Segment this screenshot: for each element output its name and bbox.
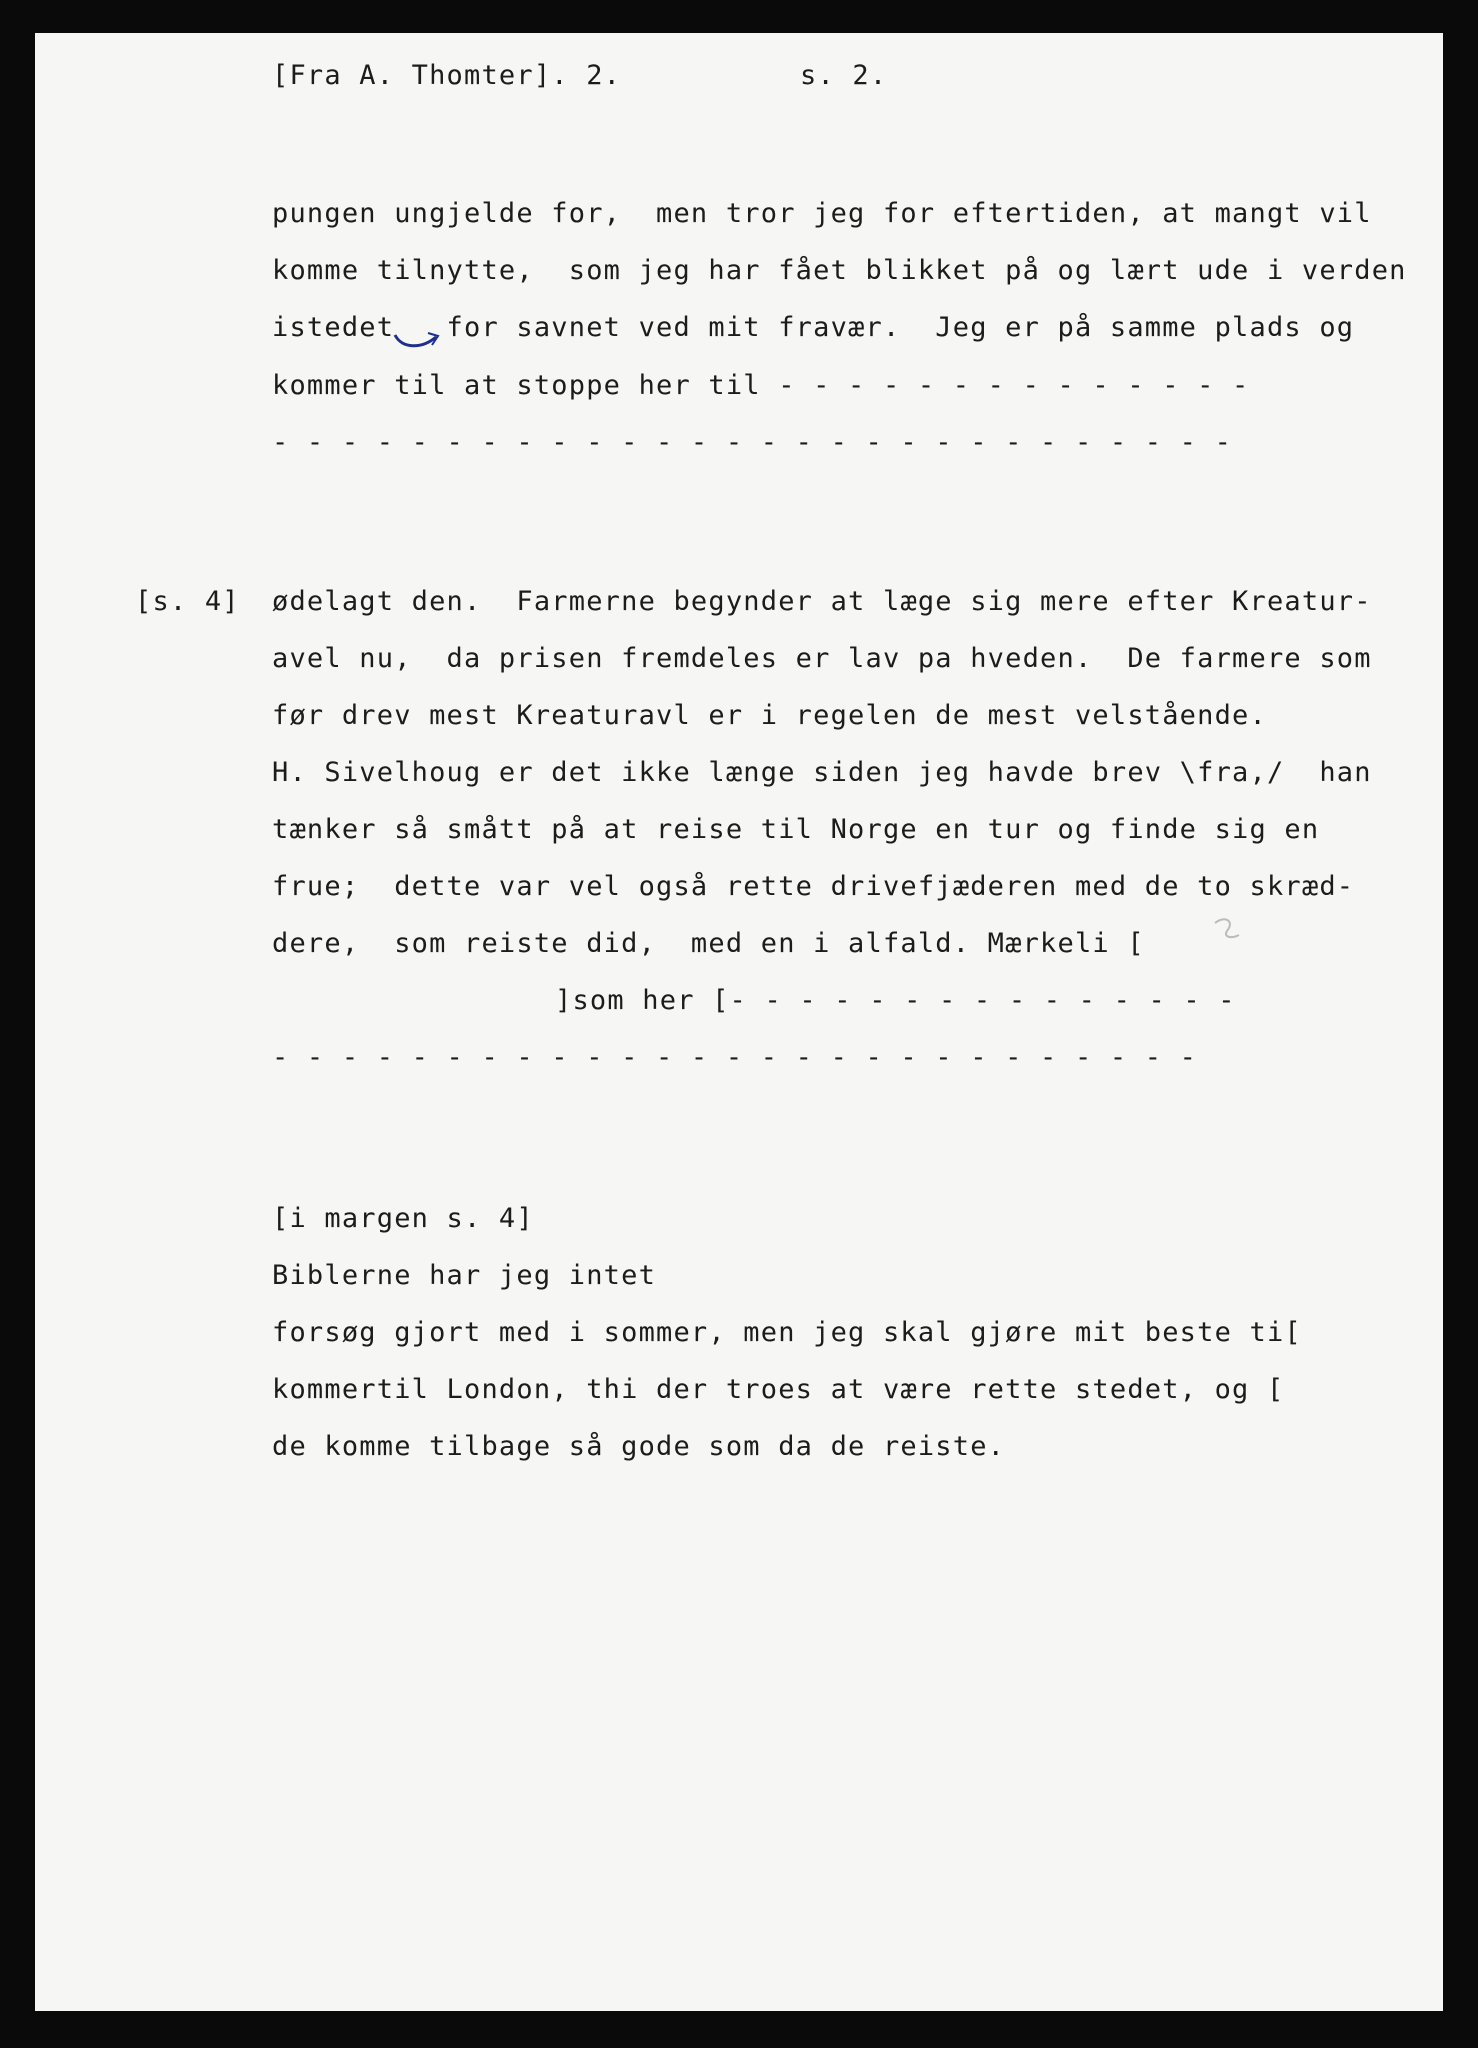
text-line: før drev mest Kreaturavl er i regelen de mest velstående. (272, 700, 1267, 731)
text-line: H. Sivelhoug er det ikke længe siden jeg havde brev \fra,/ han (272, 757, 1372, 788)
source-header: [Fra A. Thomter]. 2. (272, 60, 622, 91)
text-line: kommer til at stoppe her til - - - - - - - - - - - - - - (272, 370, 1250, 401)
text-line: ]som her [- - - - - - - - - - - - - - - (555, 985, 1236, 1016)
text-line: ødelagt den. Farmerne begynder at læge sig mere efter Kreatur- (272, 586, 1372, 617)
text-line: tænker så smått på at reise til Norge en tur og finde sig en (272, 814, 1320, 845)
insertion-mark (392, 331, 442, 353)
text-line: frue; dette var vel også rette drivefjæderen med de to skræd- (272, 871, 1355, 902)
text-line: kommertil London, thi der troes at være rette stedet, og [ (272, 1374, 1285, 1405)
dash-line: - - - - - - - - - - - - - - - - - - - - - - - - - - - (272, 1042, 1198, 1073)
document-page (35, 33, 1443, 2011)
text-line: Biblerne har jeg intet (272, 1260, 657, 1291)
margin-note-heading: [i margen s. 4] (272, 1203, 534, 1234)
text-line: komme tilnytte, som jeg har fået blikket på og lært ude i verden (272, 255, 1407, 286)
text-line: pungen ungjelde for, men tror jeg for eftertiden, at mangt vil (272, 198, 1372, 229)
margin-reference: [s. 4] (135, 586, 240, 617)
pencil-mark (1209, 913, 1249, 953)
text-line: de komme tilbage så gode som da de reiste. (272, 1431, 1006, 1462)
text-line: istedet for savnet ved mit fravær. Jeg er på samme plads og (272, 312, 1355, 343)
page-number: s. 2. (800, 60, 888, 91)
text-line: forsøg gjort med i sommer, men jeg skal gjøre mit beste ti[ (272, 1317, 1302, 1348)
text-line: avel nu, da prisen fremdeles er lav pa hveden. De farmere som (272, 643, 1372, 674)
text-line: dere, som reiste did, med en i alfald. Mærkeli [ (272, 928, 1145, 959)
dash-line: - - - - - - - - - - - - - - - - - - - - - - - - - - - - (272, 427, 1233, 458)
